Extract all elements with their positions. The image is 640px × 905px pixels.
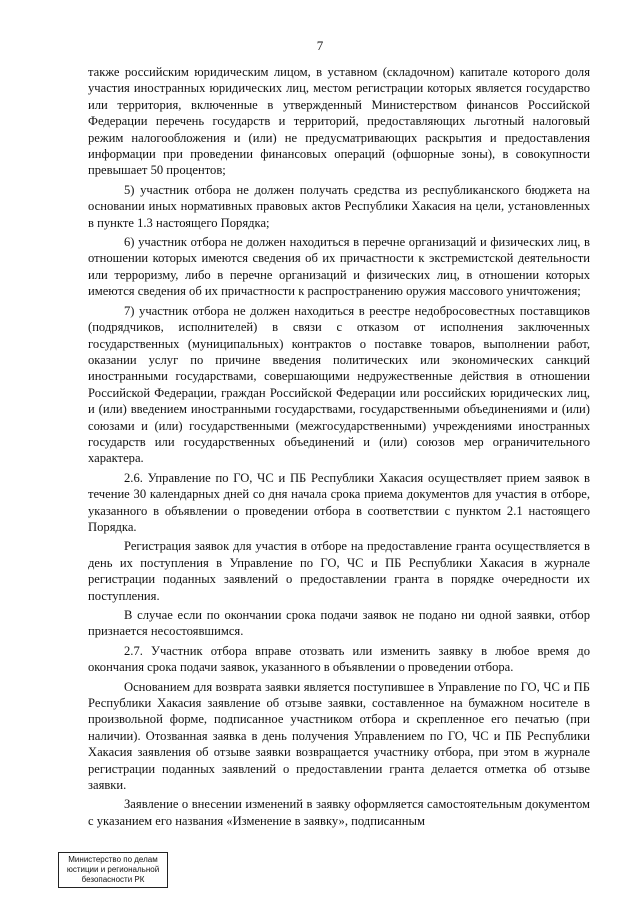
stamp-line-2: юстиции и региональной — [66, 865, 160, 874]
paragraph-continuation: также российским юридическим лицом, в уставном (складочном) капитале которого доля участия иностранных юридических лиц, местом регистрации которых является государство или территория, включенные в утвержденный Министерством финансов Российской Федерации перечень государств и территорий, предоставляющих льготный налоговый режим налогообложения и (или) не предусматривающих раскрытия и предоставления информации при проведении финансовых операций (офшорные зоны), в совокупности превышает 50 процентов; — [88, 65, 590, 178]
paragraph-2-6: 2.6. Управление по ГО, ЧС и ПБ Республики Хакасия осуществляет прием заявок в течение 30 календарных дней со дня начала срока приема документов для участия в отборе, указанного в объявлении о проведении отбора в соответствии с пунктом 2.1 настоящего Порядка. — [88, 470, 590, 534]
paragraph-no-applications: В случае если по окончании срока подачи заявок не подано ни одной заявки, отбор признается несостоявшимся. — [88, 608, 590, 639]
paragraph-registration: Регистрация заявок для участия в отборе на предоставление гранта осуществляется в день их поступления в Управление по ГО, ЧС и ПБ Республики Хакасия в журнале регистрации поданных заявлений о предоставлении гранта в порядке очередности их поступления. — [88, 539, 590, 603]
paragraph-item-7: 7) участник отбора не должен находиться в реестре недобросовестных поставщиков (подрядчиков, исполнителей) в связи с отказом от исполнения заключенных государственных (муниципальных) контрактов о поставке товаров, выполнении работ, оказании услуг по причине введения политических или экономических санкций иностранными государствами, совершающими недружественные действия в отношении Российской Федерации, граждан Российской Федерации или российских юридических лиц, и (или) введением иностранными государствами, государственными объединениями и (или) союзами и (или) государственными (межгосударственными) учреждениями иностранных государств или государственных объединений и (или) союзов мер ограничительного характера. — [88, 303, 590, 466]
paragraph-return-grounds: Основанием для возврата заявки является поступившее в Управление по ГО, ЧС и ПБ Республики Хакасия заявление об отзыве заявки, составленное на бумажном носителе в произвольной форме, подписанное участником отбора и скрепленное его печатью (при наличии). Отозванная заявка в день получения Управлением по ГО, ЧС и ПБ Республики Хакасия заявления об отзыве заявки возвращается участнику отбора, при этом в журнале регистрации поданных заявлений о предоставлении гранта делается отметка об отзыве заявки. — [88, 679, 590, 793]
stamp-line-1: Министерство по делам — [68, 855, 158, 864]
paragraph-2-7: 2.7. Участник отбора вправе отозвать или изменить заявку в любое время до окончания срока подачи заявок, указанного в объявлении о проведении отбора. — [88, 643, 590, 675]
paragraph-change-request: Заявление о внесении изменений в заявку оформляется самостоятельным документом с указанием его названия «Изменение в заявку», подписанным — [88, 797, 590, 828]
paragraph-item-5: 5) участник отбора не должен получать средства из республиканского бюджета на основании иных нормативных правовых актов Республики Хакасия на цели, установленных в пункте 1.3 настоящего Порядка; — [88, 182, 590, 230]
document-body — [88, 64, 590, 832]
page-number: 7 — [316, 38, 324, 53]
ministry-stamp — [58, 852, 168, 888]
paragraph-item-6: 6) участник отбора не должен находиться в перечне организаций и физических лиц, в отношении которых имеются сведения об их причастности к экстремистской деятельности или терроризму, либо в перечне организаций и физических лиц, в отношении которых имеются сведения об их причастности к распространению оружия массового уничтожения; — [88, 235, 590, 299]
stamp-line-3: безопасности РК — [81, 875, 145, 884]
